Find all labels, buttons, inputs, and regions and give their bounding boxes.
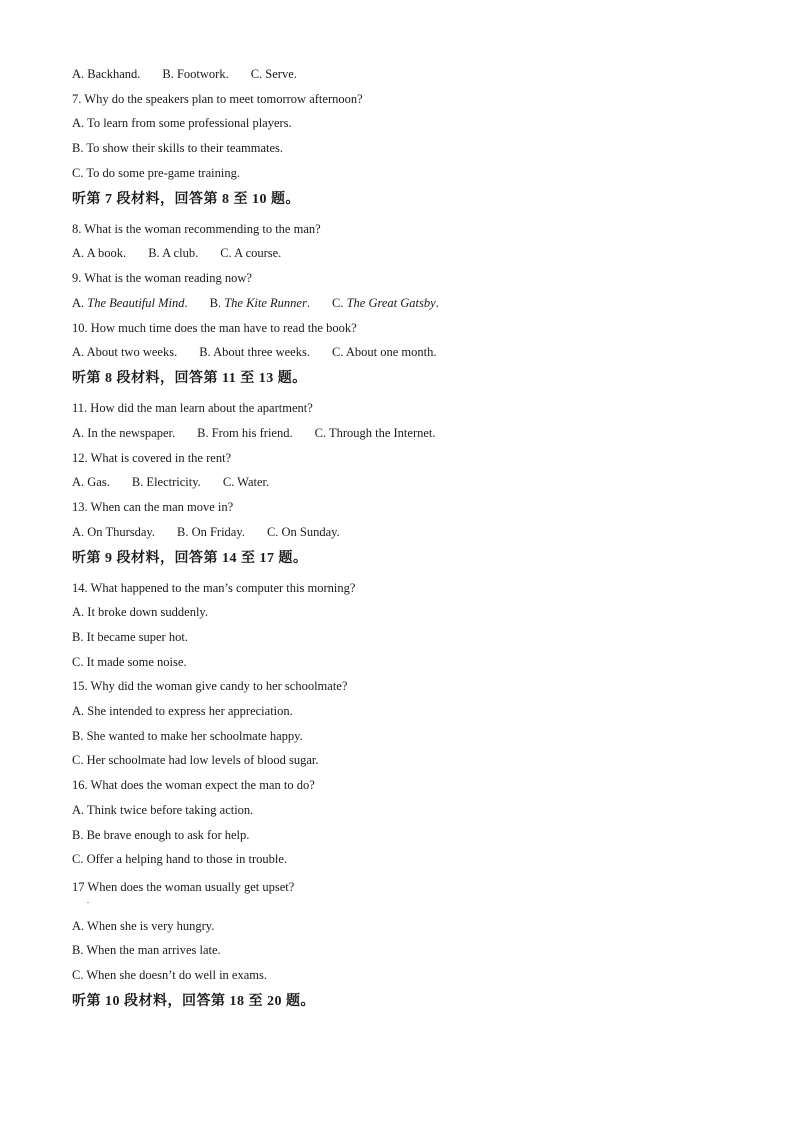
answer-option: A. On Thursday. <box>72 525 155 539</box>
question-line: B. When the man arrives late. <box>72 943 221 957</box>
stray-mark: . <box>87 896 89 905</box>
answer-option: C. Water. <box>222 475 270 489</box>
section-heading: 听第 10 段材料，回答第 18 至 20 题。 <box>72 994 315 1009</box>
section-heading: 听第 7 段材料，回答第 8 至 10 题。 <box>72 192 300 207</box>
answer-options-row <box>72 344 436 360</box>
answer-option: C. Serve. <box>250 67 297 81</box>
answer-option: A. Gas. <box>72 475 110 489</box>
question-line: 8. What is the woman recommending to the man? <box>72 222 321 236</box>
answer-option: B. Electricity. <box>131 475 201 489</box>
answer-option: A. In the newspaper. <box>72 426 176 440</box>
answer-option: B. From his friend. <box>197 426 293 440</box>
answer-option: C. On Sunday. <box>266 525 340 539</box>
question-line: A. When she is very hungry. <box>72 919 215 933</box>
answer-options-row <box>72 245 281 261</box>
question-line: 16. What does the woman expect the man to do? <box>72 778 315 792</box>
answer-option: C. About one month. <box>331 345 437 359</box>
question-line: 10. How much time does the man have to read the book? <box>72 321 357 335</box>
answer-option: C. A course. <box>220 246 282 260</box>
question-line: B. She wanted to make her schoolmate happy. <box>72 729 303 743</box>
question-line: 13. When can the man move in? <box>72 500 234 514</box>
question-line: A. It broke down suddenly. <box>72 605 208 619</box>
question-line: 17 When does the woman usually get upset? <box>72 880 295 894</box>
answer-option: C. The Great Gatsby. <box>331 296 439 310</box>
question-line: C. It made some noise. <box>72 655 187 669</box>
question-line: C. Offer a helping hand to those in trouble. <box>72 852 288 866</box>
section-heading: 听第 9 段材料，回答第 14 至 17 题。 <box>72 551 308 566</box>
question-line: A. She intended to express her appreciation. <box>72 704 293 718</box>
question-line: 14. What happened to the man’s computer this morning? <box>72 581 356 595</box>
question-line: B. It became super hot. <box>72 630 188 644</box>
answer-options-row <box>72 474 269 490</box>
section-heading: 听第 8 段材料，回答第 11 至 13 题。 <box>72 371 307 386</box>
question-line: 7. Why do the speakers plan to meet tomorrow afternoon? <box>72 92 363 106</box>
question-line: B. Be brave enough to ask for help. <box>72 828 250 842</box>
answer-options-row <box>72 524 340 540</box>
question-line: 15. Why did the woman give candy to her schoolmate? <box>72 679 348 693</box>
question-line: 11. How did the man learn about the apartment? <box>72 401 313 415</box>
question-line: 9. What is the woman reading now? <box>72 271 252 285</box>
answer-option: B. A club. <box>148 246 199 260</box>
answer-option: B. Footwork. <box>162 67 229 81</box>
answer-options-row <box>72 425 436 441</box>
answer-option: B. About three weeks. <box>199 345 310 359</box>
question-line: C. Her schoolmate had low levels of blood sugar. <box>72 753 319 767</box>
answer-option: A. The Beautiful Mind. <box>72 296 188 310</box>
answer-option: A. A book. <box>72 246 127 260</box>
answer-option: A. Backhand. <box>72 67 141 81</box>
question-line: 12. What is covered in the rent? <box>72 451 232 465</box>
answer-option: C. Through the Internet. <box>314 426 436 440</box>
question-line: A. Think twice before taking action. <box>72 803 254 817</box>
answer-option: B. On Friday. <box>176 525 245 539</box>
answer-options-row <box>72 66 297 82</box>
answer-options-row <box>72 295 439 311</box>
question-line: C. When she doesn’t do well in exams. <box>72 968 267 982</box>
answer-option: B. The Kite Runner. <box>209 296 310 310</box>
question-line: C. To do some pre-game training. <box>72 166 240 180</box>
question-line: B. To show their skills to their teammates. <box>72 141 284 155</box>
question-line: A. To learn from some professional players. <box>72 116 292 130</box>
answer-option: A. About two weeks. <box>72 345 178 359</box>
